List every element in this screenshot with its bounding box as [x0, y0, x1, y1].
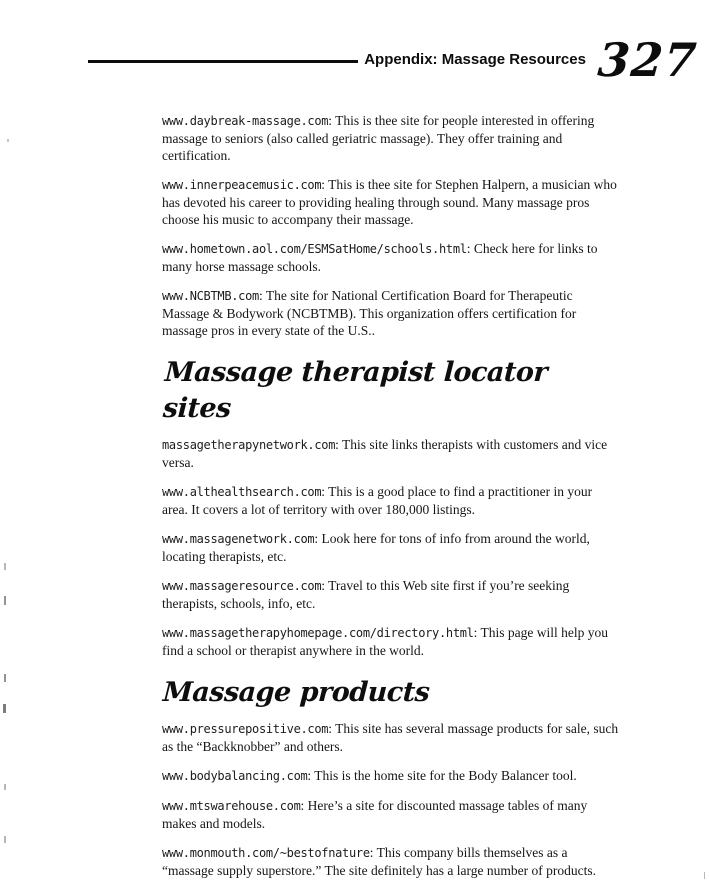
header-rule: [88, 60, 358, 63]
section-heading-locator-sites: Massage therapist locator sites: [162, 357, 549, 424]
resource-description: : This is a good place to find a practitioner in your area. It covers a lot of territory with over 180,000 listings.: [162, 484, 593, 517]
resource-entry: [162, 112, 620, 164]
scan-artifact: [3, 704, 6, 713]
resource-url: www.althealthsearch.com: [162, 485, 322, 499]
resource-url: www.massagenetwork.com: [162, 532, 315, 546]
section-heading-products: Massage products: [162, 677, 431, 708]
resource-description: : This site has several massage products for sale, such as the “Backknobber” and others.: [162, 721, 619, 754]
resource-entry: [162, 176, 620, 228]
resource-description: : Travel to this Web site first if you’re seeking therapists, schools, info, etc.: [162, 578, 570, 611]
resource-description: : Look here for tons of info from around the world, locating therapists, etc.: [162, 531, 590, 564]
scan-artifact: [4, 674, 6, 682]
scan-artifact: [4, 563, 6, 570]
resource-description: : This site links therapists with customers and vice versa.: [162, 437, 608, 470]
resource-url: www.massageresource.com: [162, 579, 322, 593]
resource-url: www.massagetherapyhomepage.com/directory.html: [162, 626, 474, 640]
resource-url: massagetherapynetwork.com: [162, 438, 336, 452]
appendix-title: Appendix: Massage Resources: [364, 50, 586, 68]
resource-entry: [162, 483, 620, 518]
resource-entry: [162, 844, 620, 879]
resource-url: www.NCBTMB.com: [162, 289, 259, 303]
resource-url: www.daybreak-massage.com: [162, 114, 329, 128]
scan-artifact: [7, 139, 9, 142]
resource-entry: [162, 577, 620, 612]
resource-description: : This is thee site for Stephen Halpern, a musician who has devoted his career to providing healing through sound. Many massage pros choose his music to accompany their massage.: [162, 177, 617, 227]
scan-artifact: [4, 784, 6, 790]
resource-url: www.pressurepositive.com: [162, 722, 329, 736]
resource-entry: [162, 530, 620, 565]
resource-description: : Here’s a site for discounted massage tables of many makes and models.: [162, 798, 588, 831]
resource-url: www.innerpeacemusic.com: [162, 178, 322, 192]
resource-url: www.monmouth.com/~bestofnature: [162, 846, 370, 860]
resource-entry: [162, 720, 620, 755]
resource-description: : Check here for links to many horse massage schools.: [162, 241, 598, 274]
resource-description: : This is the home site for the Body Balancer tool.: [307, 768, 577, 783]
resource-entry: [162, 240, 620, 275]
resource-description: : The site for National Certification Board for Therapeutic Massage & Bodywork (NCBTMB). This organization offers certification for massage pros in every state of the U.S..: [162, 288, 577, 338]
resource-description: : This is thee site for people interested in offering massage to seniors (also called geriatric massage). They offer training and certification.: [162, 113, 595, 163]
resource-entry: [162, 436, 620, 471]
scan-artifact: [4, 836, 6, 843]
scan-artifact: [4, 596, 6, 605]
resource-url: www.mtswarehouse.com: [162, 799, 301, 813]
resource-url: www.hometown.aol.com/ESMSatHome/schools.html: [162, 242, 467, 256]
resource-entry: [162, 767, 620, 785]
resource-entry: [162, 797, 620, 832]
page-number: 327: [596, 33, 699, 87]
resource-entry: [162, 287, 620, 339]
running-head: [88, 33, 699, 87]
resource-url: www.bodybalancing.com: [162, 769, 308, 783]
resource-entry: [162, 624, 620, 659]
resource-description: : This company bills themselves as a “massage supply superstore.” The site definitely has a large number of products.: [162, 845, 597, 878]
page-content: [162, 112, 620, 891]
resource-description: : This page will help you find a school or therapist anywhere in the world.: [162, 625, 608, 658]
scan-artifact: [704, 872, 705, 879]
